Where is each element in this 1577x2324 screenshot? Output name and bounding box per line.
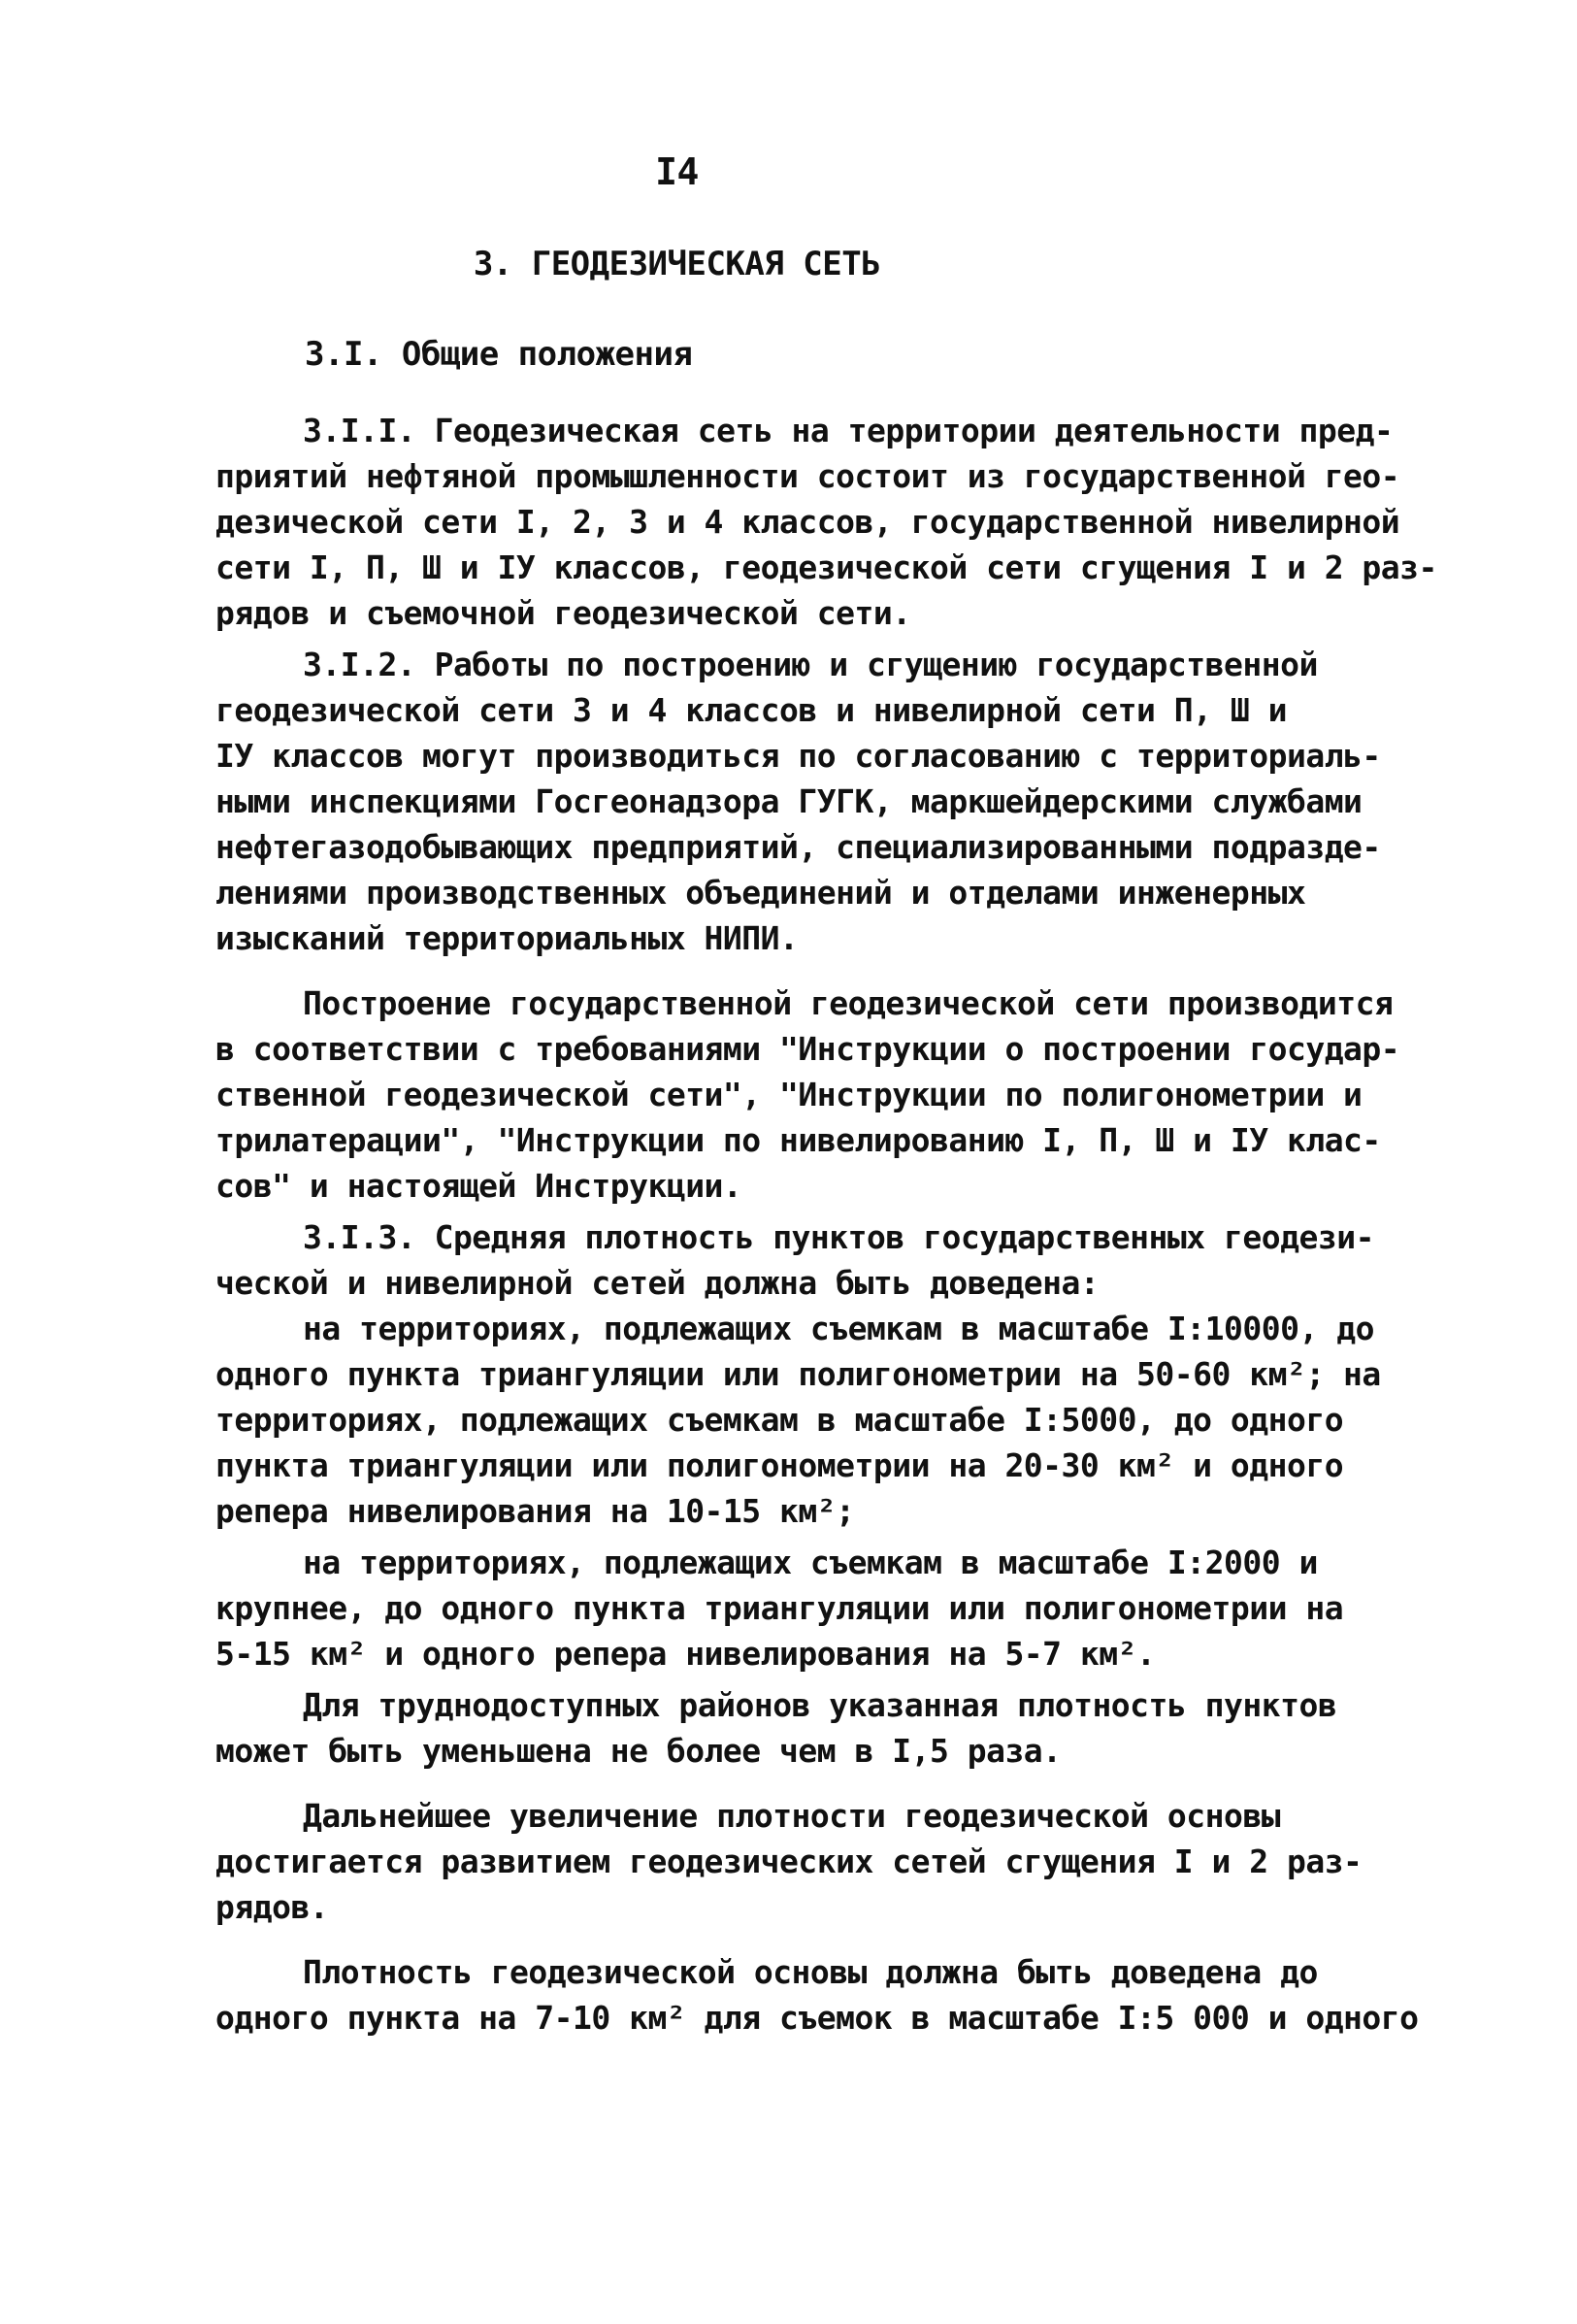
- page-number: I4: [655, 150, 699, 193]
- text-line: Плотность геодезической основы должна быть доведена до: [303, 1953, 1318, 1991]
- text-line: репера нивелирования на 10-15 км²;: [215, 1492, 855, 1530]
- text-line: Для труднодоступных районов указанная плотность пунктов: [303, 1686, 1337, 1724]
- text-line: одного пункта триангуляции или полигонометрии на 50-60 км²; на: [215, 1355, 1381, 1393]
- text-line: крупнее, до одного пункта триангуляции или полигонометрии на: [215, 1589, 1344, 1627]
- text-line: дезической сети I, 2, 3 и 4 классов, государственной нивелирной: [215, 503, 1400, 541]
- text-line: одного пункта на 7-10 км² для съемок в масштабе I:5 000 и одного: [215, 1999, 1419, 2037]
- text-line: лениями производственных объединений и отделами инженерных: [215, 874, 1306, 912]
- text-line: рядов и съемочной геодезической сети.: [215, 594, 911, 632]
- text-line: 3.I.2. Работы по построению и сгущению государственной: [303, 646, 1318, 683]
- body-text: [215, 408, 1437, 2041]
- subsection-title: 3.I. Общие положения: [305, 335, 693, 374]
- text-line: ственной геодезической сети", "Инструкции по полигонометрии и: [215, 1076, 1363, 1113]
- text-line: изысканий территориальных НИПИ.: [215, 919, 799, 957]
- text-line: геодезической сети 3 и 4 классов и нивелирной сети П, Ш и: [215, 691, 1287, 729]
- text-line: на территориях, подлежащих съемкам в масштабе I:2000 и: [303, 1544, 1318, 1581]
- text-line: сов" и настоящей Инструкции.: [215, 1167, 742, 1205]
- paragraph-3-1-3: [215, 1214, 1399, 1306]
- text-line: Построение государственной геодезической сети производится: [303, 984, 1394, 1022]
- text-line: достигается развитием геодезических сетей сгущения I и 2 раз-: [215, 1843, 1363, 1880]
- paragraph-density-10000: [215, 1306, 1399, 1534]
- text-line: ными инспекциями Госгеонадзора ГУГК, маркшейдерскими службами: [215, 782, 1363, 820]
- text-line: приятий нефтяной промышленности состоит из государственной гео-: [215, 457, 1400, 495]
- paragraph-3-1-2: [215, 642, 1399, 961]
- paragraph-3-1-1: [215, 408, 1437, 636]
- paragraph-density-2000: [215, 1540, 1399, 1677]
- text-line: пункта триангуляции или полигонометрии на 20-30 км² и одного: [215, 1446, 1344, 1484]
- paragraph-remote-areas: [215, 1682, 1399, 1774]
- paragraph-densification: [215, 1793, 1399, 1930]
- paragraph-base-density: [215, 1949, 1419, 2041]
- text-line: нефтегазодобывающих предприятий, специализированными подразде-: [215, 828, 1381, 866]
- text-line: IУ классов могут производиться по согласованию с территориаль-: [215, 737, 1381, 775]
- text-line: сети I, П, Ш и IУ классов, геодезической сети сгущения I и 2 раз-: [215, 548, 1437, 586]
- text-line: трилатерации", "Инструкции по нивелированию I, П, Ш и IУ клас-: [215, 1121, 1381, 1159]
- text-line: ческой и нивелирной сетей должна быть доведена:: [215, 1264, 1100, 1302]
- text-line: территориях, подлежащих съемкам в масштабе I:5000, до одного: [215, 1401, 1344, 1439]
- text-line: 3.I.I. Геодезическая сеть на территории деятельности пред-: [303, 412, 1394, 449]
- text-line: Дальнейшее увеличение плотности геодезической основы: [303, 1797, 1281, 1835]
- text-line: может быть уменьшена не более чем в I,5 раза.: [215, 1732, 1062, 1770]
- text-line: 3.I.3. Средняя плотность пунктов государственных геодези-: [303, 1218, 1374, 1256]
- text-line: в соответствии с требованиями "Инструкции о построении государ-: [215, 1030, 1400, 1068]
- text-line: рядов.: [215, 1888, 329, 1926]
- text-line: на территориях, подлежащих съемкам в масштабе I:10000, до: [303, 1310, 1374, 1347]
- paragraph-construction: [215, 980, 1399, 1209]
- text-line: 5-15 км² и одного репера нивелирования на 5-7 км².: [215, 1635, 1156, 1673]
- section-title: 3. ГЕОДЕЗИЧЕСКАЯ СЕТЬ: [473, 245, 881, 283]
